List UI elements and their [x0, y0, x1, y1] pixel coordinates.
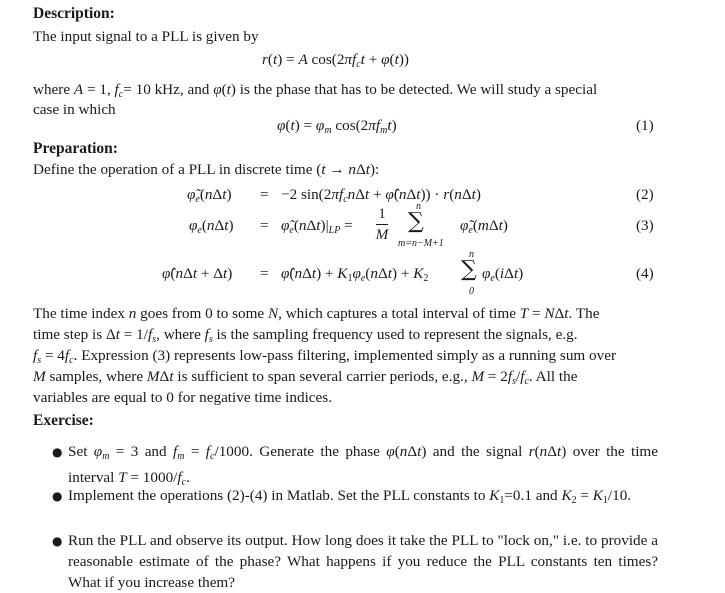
exercise-item-3-line-3: ten times? What if you increase them? [68, 553, 658, 591]
sum-lower-limit-4: 0 [469, 286, 474, 297]
fraction-1-over-M [375, 205, 389, 244]
sum-lower-limit-3: m=n−M+1 [398, 238, 444, 249]
exercise-item-3 [68, 530, 658, 593]
exercise-item-3-line-2: provide a reasonable estimate of the phase? What happens if you reduce the PLL constants [68, 532, 658, 570]
paragraph-line-1: The time index n goes from 0 to some N, which captures a total interval of time T = NΔt. The [33, 305, 600, 322]
exercise-item-1: Set $\varphi_m = 3$ and $f_m = f_c/1000$. Generate the phase φ(nΔt) and the signal r(nΔt) over the time interval $T = 1000/f_c$. [68, 443, 658, 488]
equation-number-1: (1) [636, 117, 654, 134]
description-heading: Description: [33, 5, 115, 22]
sum-symbol-4: ∑ [461, 257, 477, 282]
sum-upper-limit-4: n [469, 249, 474, 260]
phase-equation: $\varphi(t) = \varphi_m$ $\cos(2\pi f_mt)$ [277, 117, 397, 136]
paragraph-line-4: M samples, where MΔt is sufficient to span several carrier periods, e.g., $M = 2f_s/f_c$. All the [33, 368, 578, 387]
paragraph-line-5: variables are equal to 0 for negative time indices. [33, 389, 332, 406]
bullet-icon: ● [52, 445, 63, 459]
equation-4-rhs: φ̂(nΔt) + $K_1\varphi_e(n\Delta t) + K_2$ [281, 265, 429, 284]
equation-4-lhs: φ̂(nΔt + Δt) [162, 265, 233, 282]
exercise-item-3-line-1: Run the PLL and observe its output. How long does it take the PLL to "lock on," i.e. to [68, 532, 598, 549]
paragraph-line-2: time step is $\Delta t = 1/f_s$, where $f_s$ is the sampling frequency used to represent the signals, e.g. [33, 326, 578, 345]
equation-4-rhs-term: $\varphi_e(i\Delta t)$ [482, 265, 524, 284]
description-where-line2: case in which [33, 101, 116, 118]
equation-number-2: (2) [636, 186, 654, 203]
equation-2-lhs: $\varphĩ_e(n\Delta t)$ [187, 186, 232, 205]
description-where-line1: where A = 1, $f_c= 10$ kHz, and φ(t) is the phase that has to be detected. We will study a special [33, 81, 598, 100]
bullet-icon: ● [52, 489, 63, 503]
paragraph-line-3: $f_s = 4f_c$. Expression (3) represents low-pass filtering, implemented simply as a running sum over [33, 347, 617, 366]
equation-2-rhs: −2 $\sin(2\pi f_cn\Delta t$ + φ̂(nΔt)) · r(nΔt) [281, 186, 481, 205]
equation-number-4: (4) [636, 265, 654, 282]
equation-3-rhs-term: $\varphĩ_e(m\Delta t)$ [460, 217, 508, 236]
exercise-heading: Exercise: [33, 412, 94, 429]
exercise-item-2: Implement the operations (2)-(4) in Matlab. Set the PLL constants to $K_1=0.1$ and $K_2 = K_1/10$. [68, 487, 632, 506]
fraction-bar [376, 224, 388, 225]
fraction-numerator: 1 [378, 205, 386, 222]
signal-equation: r(t) = A $\cos(2\pi f_ct + \varphi(t))$ [262, 51, 409, 70]
equation-3-lhs: $\varphi_e(n\Delta t)$ [189, 217, 234, 236]
sum-upper-limit-3: n [416, 201, 421, 212]
preparation-heading: Preparation: [33, 140, 118, 157]
equation-number-3: (3) [636, 217, 654, 234]
bullet-icon: ● [52, 534, 63, 548]
sum-symbol-3: ∑ [408, 209, 424, 234]
equation-3-rhs-lp: $\varphĩ_e(n\Delta t)|_{LP}$ = [281, 217, 353, 236]
fraction-denominator: M [375, 226, 389, 243]
description-intro: The input signal to a PLL is given by [33, 28, 259, 45]
equation-3-rel: = [260, 217, 269, 234]
preparation-intro: Define the operation of a PLL in discrete time (t → nΔt): [33, 161, 380, 178]
equation-4-rel: = [260, 265, 269, 282]
equation-2-rel: = [260, 186, 269, 203]
